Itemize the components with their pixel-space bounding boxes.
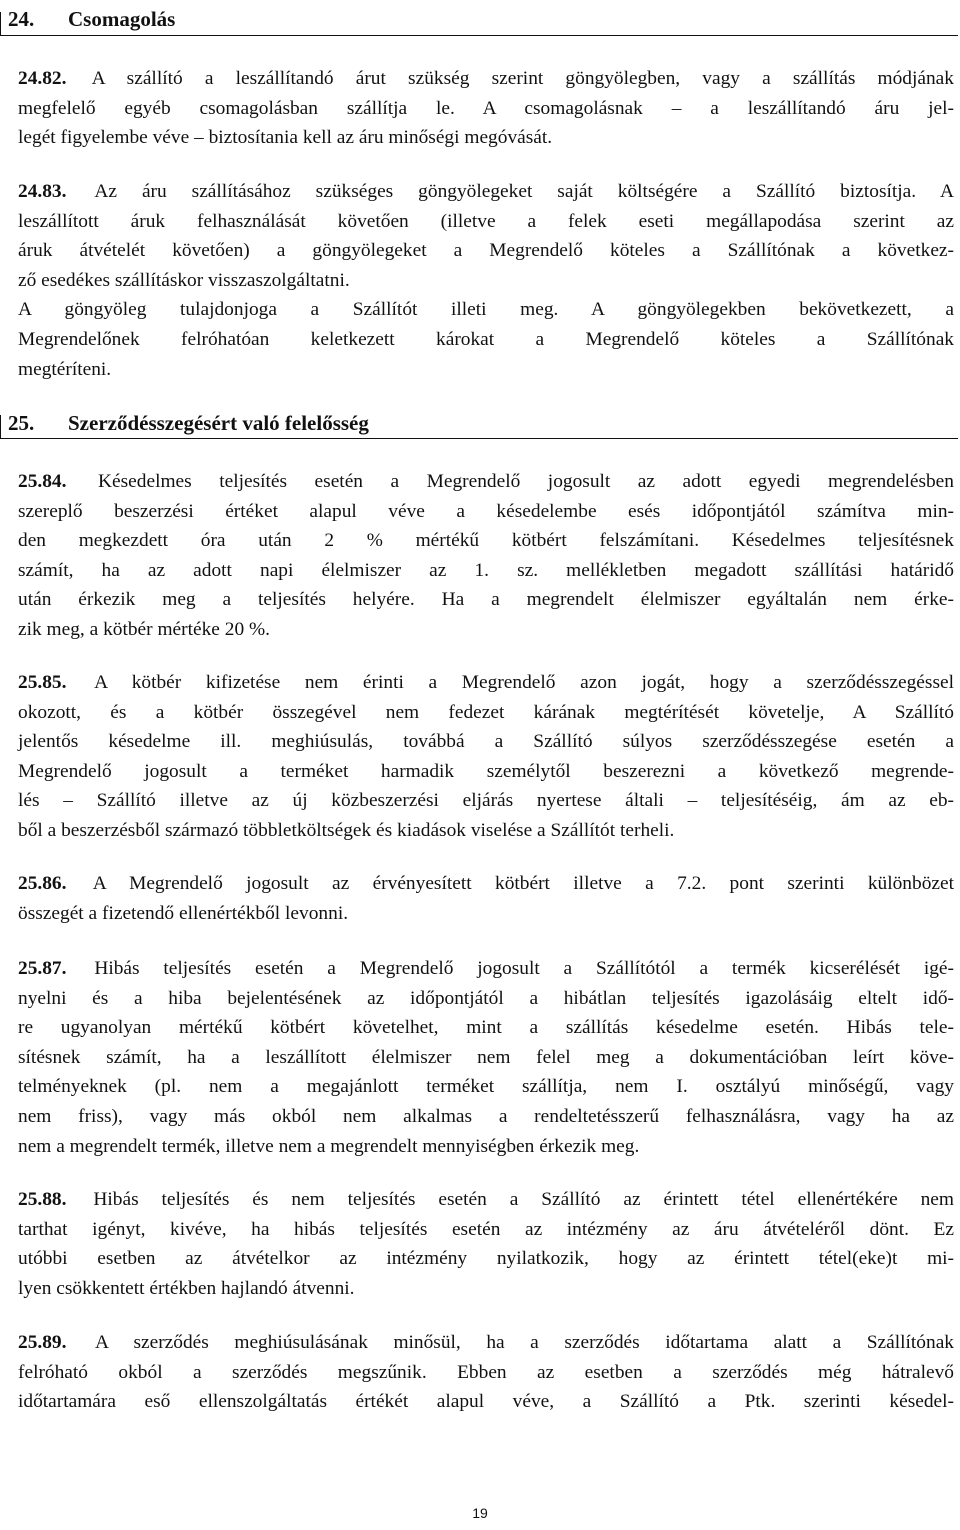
paragraph-line: utóbbi esetben az átvételkor az intézmény nyilatkozik, hogy az érintett tétel(eke)t mi- [18,1248,954,1270]
section-number: 25. [8,411,35,435]
paragraph-line: sítésnek számít, ha a leszállított élelmiszer nem felel meg a dokumentációban leírt köve- [18,1046,954,1068]
paragraph-25-84 [18,467,954,645]
paragraph-line: zik meg, a kötbér mértéke 20 %. [18,618,270,640]
paragraph-number: 25.87. [18,958,67,979]
paragraph-line: ből a beszerzésből származó többletköltségek és kiadások viselése a Szállítót terheli. [18,819,675,841]
section-rule [0,438,958,439]
paragraph-line: ző esedékes szállításkor visszaszolgáltatni. [18,269,350,291]
paragraph-line: lyen csökkentett értékben hajlandó átvenni. [18,1277,355,1299]
paragraph-line: szereplő beszerzési értéket alapul véve a késedelembe esés időpontjától számítva min- [18,500,954,522]
paragraph-line: áruk átvételét követően) a göngyölegeket a Megrendelő köteles a Szállítónak a következ- [18,240,954,262]
section-heading-24 [8,6,175,32]
paragraph-line: megtéríteni. [18,358,112,380]
paragraph-line: nem friss), vagy más okból nem alkalmas a rendeltetésszerű felhasználásra, vagy ha az [18,1105,954,1127]
paragraph-line: den megkezdett óra után 2 % mértékű kötbért felszámítani. Késedelmes teljesítésnek [18,530,954,552]
paragraph-line: lés – Szállító illetve az új közbeszerzési eljárás nyertese általi – teljesítéséig, ám az eb- [18,790,954,812]
paragraph-number: 25.89. [18,1332,67,1353]
paragraph-line: re ugyanolyan mértékű kötbért követelhet, mint a szállítás késedelme esetén. Hibás tele- [18,1017,954,1039]
section-rule [0,35,958,36]
paragraph-25-89 [18,1328,954,1417]
paragraph-number: 25.88. [18,1189,67,1210]
paragraph-line: A göngyöleg tulajdonjoga a Szállítót illeti meg. A göngyölegekben bekövetkezett, a [18,299,954,321]
section-heading-25 [8,410,369,436]
paragraph-line: legét figyelembe véve – biztosítania kell az áru minőségi megóvását. [18,127,553,149]
paragraph-line: Hibás teljesítés és nem teljesítés esetén a Szállító az érintett tétel ellenértékére nem [93,1189,954,1210]
paragraph-line: Megrendelő jogosult a terméket harmadik személytől beszerezni a következő megrende- [18,760,954,782]
paragraph-number: 25.86. [18,873,67,894]
paragraph-line: Az áru szállításához szükséges göngyölegeket saját költségére a Szállító biztosítja. A [94,181,954,202]
paragraph-line: Hibás teljesítés esetén a Megrendelő jogosult a Szállítótól a termék kicserélését igé- [94,958,954,979]
paragraph-24-82 [18,64,954,153]
paragraph-line: Késedelmes teljesítés esetén a Megrendelő jogosult az adott egyedi megrendelésben [98,471,954,492]
paragraph-number: 25.85. [18,672,67,693]
page-number: 19 [472,1505,488,1521]
paragraph-25-87 [18,954,954,1161]
paragraph-line: A kötbér kifizetése nem érinti a Megrendelő azon jogát, hogy a szerződésszegéssel [94,672,954,693]
paragraph-number: 24.83. [18,181,67,202]
paragraph-number: 25.84. [18,471,67,492]
paragraph-line: összegét a fizetendő ellenértékből levonni. [18,902,349,924]
paragraph-line: megfelelő egyéb csomagolásban szállítja le. A csomagolásnak – a leszállítandó áru jel- [18,97,954,119]
paragraph-line: jelentős késedelme ill. meghiúsulás, továbbá a Szállító súlyos szerződésszegése esetén a [18,731,954,753]
paragraph-line: számít, ha az adott napi élelmiszer az 1. sz. mellékletben megadott szállítási határidő [18,559,954,581]
paragraph-number: 24.82. [18,68,67,89]
section-title: Szerződésszegésért való felelősség [68,411,369,435]
paragraph-line: A szállító a leszállítandó árut szükség szerint göngyölegben, vagy a szállítás módjának [91,68,954,89]
paragraph-line: nyelni és a hiba bejelentésének az időpontjától a hibátlan teljesítés igazolásáig eltelt idő- [18,987,954,1009]
paragraph-line: okozott, és a kötbér összegével nem fedezet kárának megtérítését követelje, A Szállító [18,701,954,723]
section-title: Csomagolás [68,7,176,31]
paragraph-25-88 [18,1185,954,1303]
paragraph-line: leszállított áruk felhasználását követően (illetve a felek eseti megállapodása szerint az [18,210,954,232]
paragraph-line: A szerződés meghiúsulásának minősül, ha a szerződés időtartama alatt a Szállítónak [94,1332,954,1353]
paragraph-line: telményeknek (pl. nem a megajánlott terméket szállítja, nem I. osztályú minőségű, vagy [18,1076,954,1098]
paragraph-line: nem a megrendelt termék, illetve nem a megrendelt mennyiségben érkezik meg. [18,1135,640,1157]
paragraph-line: után érkezik meg a teljesítés helyére. Ha a megrendelt élelmiszer egyáltalán nem érke- [18,589,954,611]
paragraph-25-85 [18,668,954,846]
paragraph-line: felróható okból a szerződés megszűnik. Ebben az esetben a szerződés még hátralevő [18,1361,954,1383]
paragraph-25-86 [18,869,954,928]
paragraph-24-83 [18,177,954,384]
paragraph-line: tarthat igényt, kivéve, ha hibás teljesítés esetén az intézmény az áru átvételéről dönt. Ez [18,1218,954,1240]
paragraph-line: A Megrendelő jogosult az érvényesített kötbért illetve a 7.2. pont szerinti különbözet [92,873,954,894]
paragraph-line: időtartamára eső ellenszolgáltatás értékét alapul véve, a Szállító a Ptk. szerinti késedel- [18,1391,954,1413]
paragraph-line: Megrendelőnek felróhatóan keletkezett károkat a Megrendelő köteles a Szállítónak [18,328,954,350]
section-number: 24. [8,7,35,31]
